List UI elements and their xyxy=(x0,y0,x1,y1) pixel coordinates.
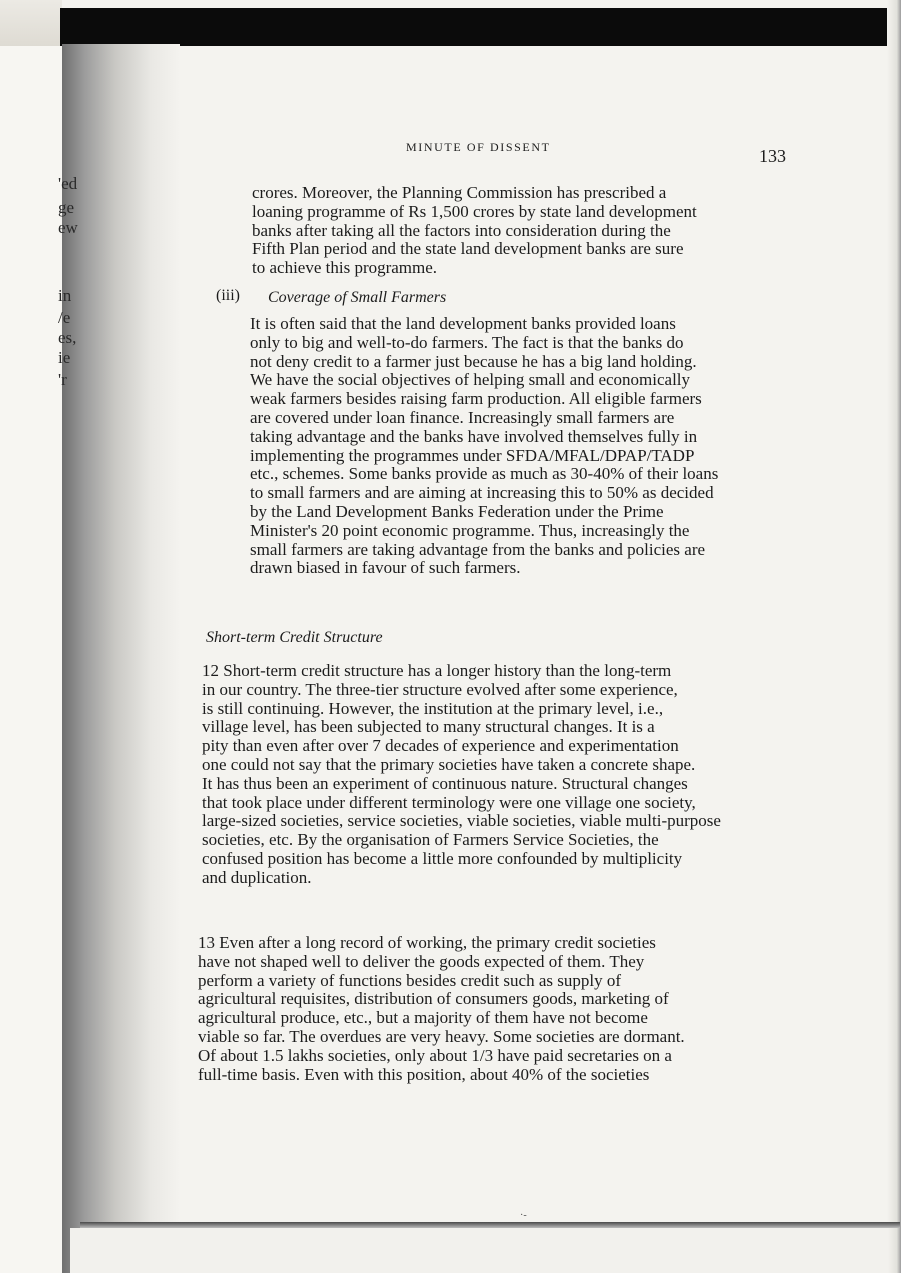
margin-fragment: /e xyxy=(58,308,71,327)
text-line: loaning programme of Rs 1,500 crores by state land development xyxy=(252,201,697,221)
text-line: are covered under loan finance. Increasingly small farmers are xyxy=(250,407,675,427)
scan-corner xyxy=(0,0,62,46)
text-line: agricultural produce, etc., but a majority of them have not become xyxy=(198,1008,648,1028)
text-line: weak farmers besides raising farm production. All eligible farmers xyxy=(250,389,702,409)
book-gutter-shadow xyxy=(62,44,180,1273)
paragraph-13 xyxy=(198,934,768,1084)
text-line: and duplication. xyxy=(202,867,312,887)
text-line: have not shaped well to deliver the goods expected of them. They xyxy=(198,951,645,971)
text-line: etc., schemes. Some banks provide as much as 30-40% of their loans xyxy=(250,464,719,484)
text-line: is still continuing. However, the institution at the primary level, i.e., xyxy=(202,698,664,718)
margin-fragment: ew xyxy=(58,218,78,237)
text-line: confused position has become a little more confounded by multiplicity xyxy=(202,848,683,868)
text-line: Of about 1.5 lakhs societies, only about 1/3 have paid secretaries on a xyxy=(198,1045,672,1065)
margin-fragment: in xyxy=(58,286,72,305)
ink-smudge: ·‑ xyxy=(520,1210,527,1221)
section-iii-paragraph xyxy=(250,315,780,578)
text-line: It is often said that the land development banks provided loans xyxy=(250,314,676,333)
text-line: viable so far. The overdues are very heavy. Some societies are dormant. xyxy=(198,1026,685,1046)
text-line: Fifth Plan period and the state land development banks are sure xyxy=(252,239,684,259)
margin-fragment: 'ed xyxy=(58,174,78,193)
running-head: MINUTE OF DISSENT xyxy=(406,140,551,154)
text-line: We have the social objectives of helping small and economically xyxy=(250,370,691,390)
text-line: to small farmers and are aiming at increasing this to 50% as decided xyxy=(250,483,714,503)
text-line: small farmers are taking advantage from the banks and policies are xyxy=(250,539,706,559)
margin-fragment: ge xyxy=(58,198,75,217)
text-line: one could not say that the primary societies have taken a concrete shape. xyxy=(202,754,696,774)
text-line: 13 Even after a long record of working, the primary credit societies xyxy=(198,933,656,952)
text-line: taking advantage and the banks have involved themselves fully in xyxy=(250,426,698,446)
text-line: banks after taking all the factors into consideration during the xyxy=(252,220,671,240)
paragraph-12 xyxy=(202,662,776,888)
text-line: Minister's 20 point economic programme. Thus, increasingly the xyxy=(250,520,690,540)
text-line: It has thus been an experiment of continuous nature. Structural changes xyxy=(202,773,688,793)
page-number: 133 xyxy=(759,146,786,166)
text-line: only to big and well-to-do farmers. The fact is that the banks do xyxy=(250,332,684,352)
text-line: perform a variety of functions besides credit such as supply of xyxy=(198,970,621,990)
page-right-edge xyxy=(887,0,901,1273)
text-line: pity than even after over 7 decades of experience and experimentation xyxy=(202,736,679,756)
margin-fragment: 'r xyxy=(58,370,67,389)
text-line: societies, etc. By the organisation of Farmers Service Societies, the xyxy=(202,830,659,850)
text-line: in our country. The three-tier structure evolved after some experience, xyxy=(202,679,678,699)
margin-fragment: es, xyxy=(58,328,77,347)
section-heading: Coverage of Small Farmers xyxy=(268,289,447,306)
page-bottom-area xyxy=(70,1228,888,1273)
text-line: village level, has been subjected to many structural changes. It is a xyxy=(202,717,655,737)
margin-fragment: ie xyxy=(58,348,71,367)
text-line: not deny credit to a farmer just because he has a big land holding. xyxy=(250,351,697,371)
carryover-paragraph xyxy=(252,184,784,278)
text-line: crores. Moreover, the Planning Commission has prescribed a xyxy=(252,183,667,202)
text-line: full-time basis. Even with this position, about 40% of the societies xyxy=(198,1064,650,1084)
text-line: to achieve this programme. xyxy=(252,258,438,278)
section-number: (iii) xyxy=(216,287,240,304)
scan-top-border xyxy=(60,8,901,46)
text-line: implementing the programmes under SFDA/MFAL/DPAP/TADP xyxy=(250,445,695,465)
text-line: by the Land Development Banks Federation under the Prime xyxy=(250,501,664,521)
text-line: drawn biased in favour of such farmers. xyxy=(250,558,521,578)
facing-page-edge xyxy=(0,46,62,1273)
text-line: that took place under different terminology were one village one society, xyxy=(202,792,696,812)
section-heading: Short-term Credit Structure xyxy=(206,629,383,646)
text-line: large-sized societies, service societies, viable societies, viable multi-purpose xyxy=(202,811,721,831)
text-line: 12 Short-term credit structure has a longer history than the long-term xyxy=(202,661,672,680)
text-line: agricultural requisites, distribution of consumers goods, marketing of xyxy=(198,989,669,1009)
